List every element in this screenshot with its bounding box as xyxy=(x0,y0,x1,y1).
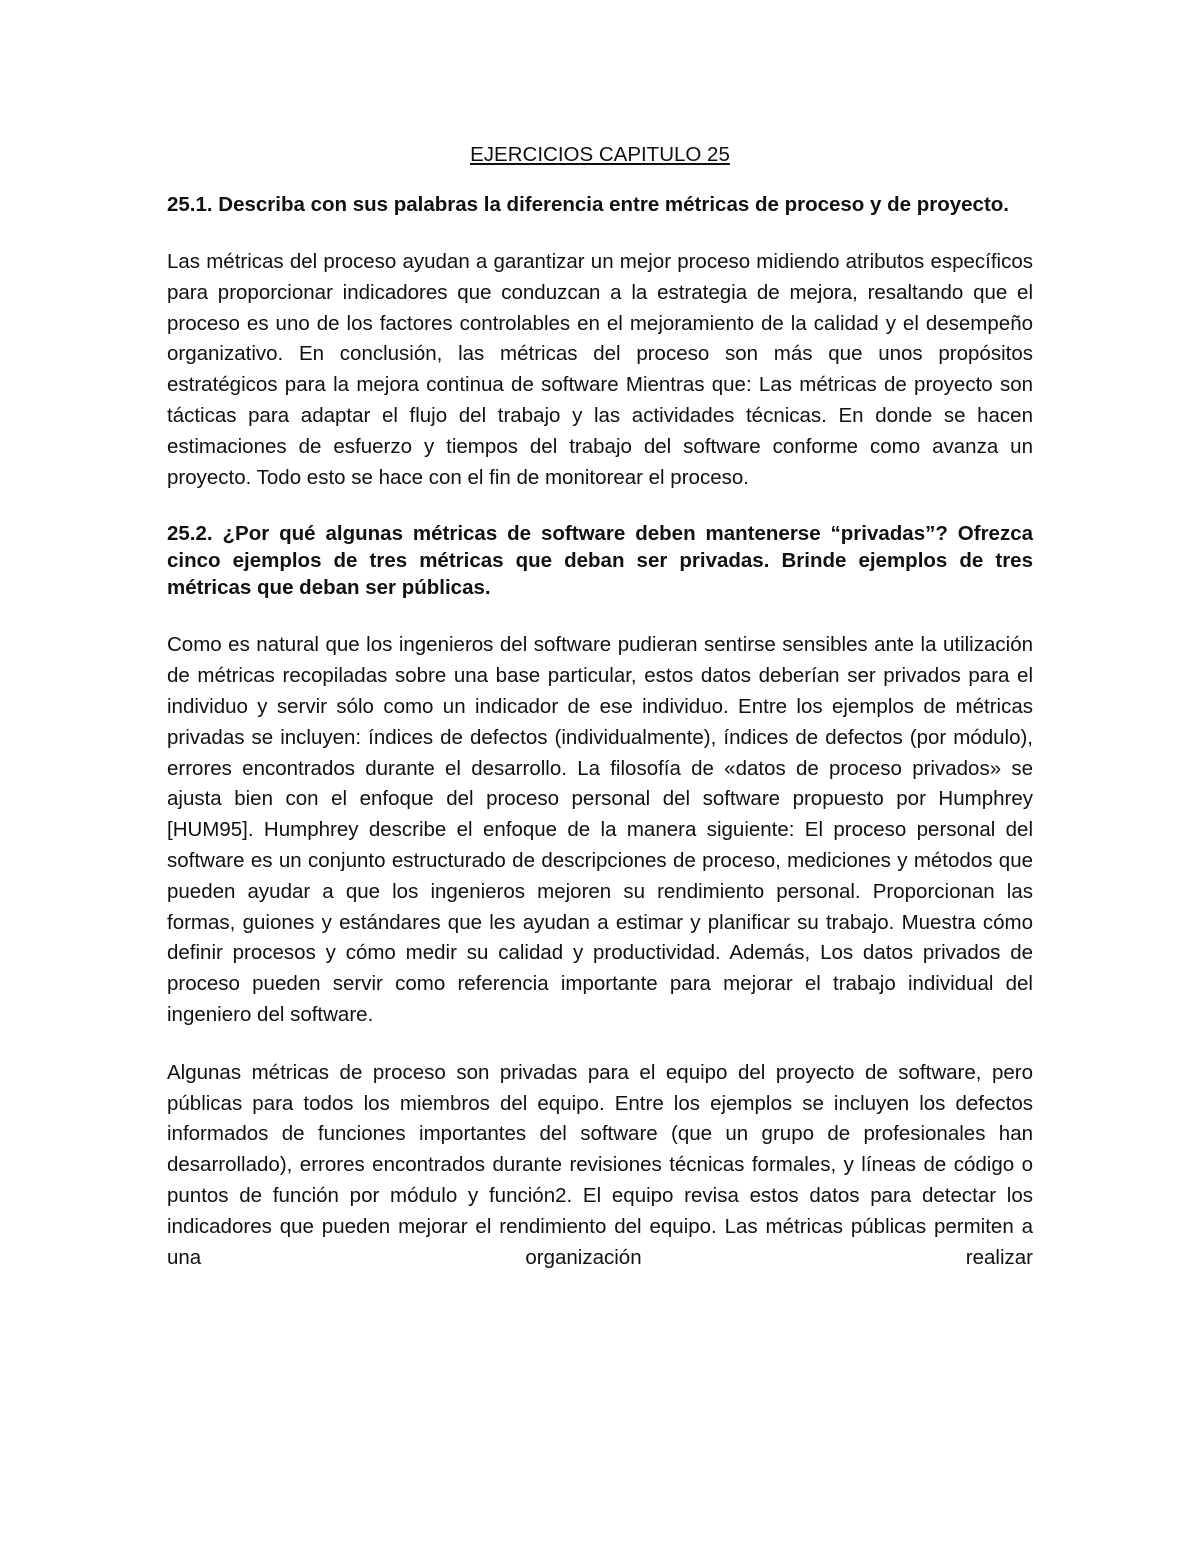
answer-25-2-paragraph-2: Algunas métricas de proceso son privadas para el equipo del proyecto de software, pero públicas para todos los miembros del equipo. Entre los ejemplos se incluyen los defectos informados de funciones importantes del software (que un grupo de profesionales han desarrollado), errores encontrados durante revisiones técnicas formales, y líneas de código o puntos de función por módulo y función2. El equipo revisa estos datos para detectar los indicadores que pueden mejorar el rendimiento del equipo. Las métricas públicas permiten a una organización realizar xyxy=(167,1060,1033,1269)
answer-25-2-paragraph-1: Como es natural que los ingenieros del software pudieran sentirse sensibles ante la utilización de métricas recopiladas sobre una base particular, estos datos deberían ser privados para el individuo y servir sólo como un indicador de ese individuo. Entre los ejemplos de métricas privadas se incluyen: índices de defectos (individualmente), índices de defectos (por módulo), errores encontrados durante el desarrollo. La filosofía de «datos de proceso privados» se ajusta bien con el enfoque del proceso personal del software propuesto por Humphrey [HUM95]. Humphrey describe el enfoque de la manera siguiente: El proceso personal del software es un conjunto estructurado de descripciones de proceso, mediciones y métodos que pueden ayudar a que los ingenieros mejoren su rendimiento personal. Proporcionan las formas, guiones y estándares que les ayudan a estimar y planificar su trabajo. Muestra cómo definir procesos y cómo medir su calidad y productividad. Además, Los datos privados de proceso pueden servir como referencia importante para mejorar el trabajo individual del ingeniero del software. xyxy=(167,633,1033,1026)
document-page xyxy=(167,138,1033,1300)
question-25-2: 25.2. ¿Por qué algunas métricas de software deben mantenerse “privadas”? Ofrezca cinco ejemplos de tres métricas que deban ser privadas. Brinde ejemplos de tres métricas que deban ser públicas. xyxy=(167,522,1033,600)
answer-25-1-paragraph-1: Las métricas del proceso ayudan a garantizar un mejor proceso midiendo atributos específicos para proporcionar indicadores que conduzcan a la estrategia de mejora, resaltando que el proceso es uno de los factores controlables en el mejoramiento de la calidad y el desempeño organizativo. En conclusión, las métricas del proceso son más que unos propósitos estratégicos para la mejora continua de software Mientras que: Las métricas de proyecto son tácticas para adaptar el flujo del trabajo y las actividades técnicas. En donde se hacen estimaciones de esfuerzo y tiempos del trabajo del software conforme como avanza un proyecto. Todo esto se hace con el fin de monitorear el proceso. xyxy=(167,250,1033,489)
question-25-1: 25.1. Describa con sus palabras la diferencia entre métricas de proceso y de proyecto. xyxy=(167,193,1010,216)
page-title: EJERCICIOS CAPITULO 25 xyxy=(470,143,730,166)
